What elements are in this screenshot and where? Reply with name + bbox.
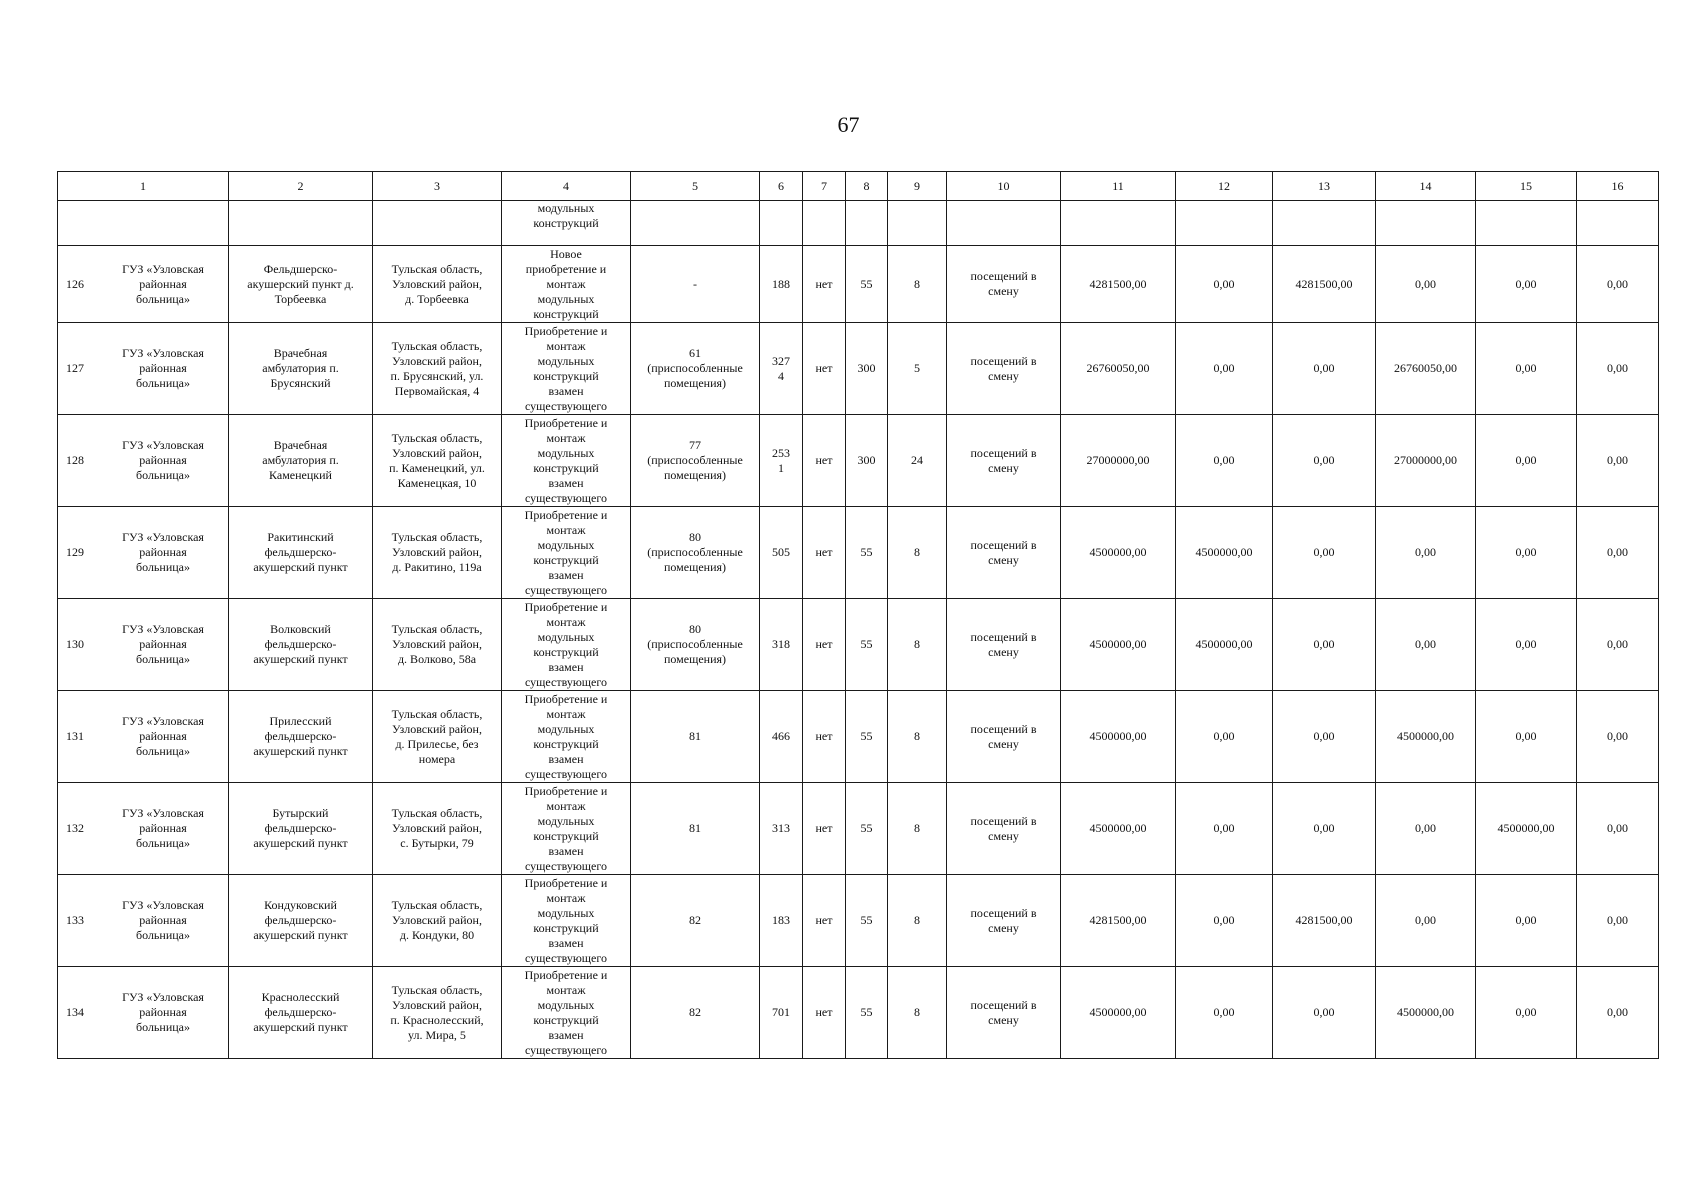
cell-c10: посещений в смену [947,875,1061,967]
cell-c6: 253 1 [760,415,803,507]
cell-c16: 0,00 [1577,599,1659,691]
cell-action: Новое приобретение и монтаж модульных конструкций [502,246,631,323]
organization-name: ГУЗ «Узловская районная больница» [122,346,204,390]
cell-c6: 327 4 [760,323,803,415]
cell-c9: 8 [888,967,947,1059]
cell-c15: 0,00 [1476,967,1577,1059]
cell-c11: 4500000,00 [1061,507,1176,599]
table-row [58,246,1659,323]
continuation-cell [1577,201,1659,246]
row-number-org-cell [58,246,229,323]
cell-c15: 0,00 [1476,246,1577,323]
cell-name: Кондуковский фельдшерско- акушерский пункт [229,875,373,967]
continuation-cell [373,201,502,246]
cell-c5: 77 (приспособленные помещения) [631,415,760,507]
cell-c9: 8 [888,246,947,323]
cell-c10: посещений в смену [947,599,1061,691]
cell-address: Тульская область, Узловский район, д. Прилесье, без номера [373,691,502,783]
cell-c11: 4500000,00 [1061,967,1176,1059]
page-number: 67 [837,112,860,137]
cell-c14: 0,00 [1376,783,1476,875]
organization-name: ГУЗ «Узловская районная больница» [122,990,204,1034]
cell-c12: 4500000,00 [1176,507,1273,599]
cell-c7: нет [803,323,846,415]
organization-name: ГУЗ «Узловская районная больница» [122,261,204,306]
cell-c11: 4281500,00 [1061,246,1176,323]
cell-c13: 4281500,00 [1273,875,1376,967]
column-header-6: 6 [760,172,803,201]
cell-c12: 0,00 [1176,415,1273,507]
cell-c11: 27000000,00 [1061,415,1176,507]
cell-c7: нет [803,783,846,875]
cell-c15: 0,00 [1476,691,1577,783]
row-number-org-cell [58,507,229,599]
cell-c10: посещений в смену [947,507,1061,599]
cell-c12: 0,00 [1176,967,1273,1059]
cell-c6: 505 [760,507,803,599]
cell-c6: 318 [760,599,803,691]
organization-name: ГУЗ «Узловская районная больница» [122,898,204,942]
cell-c14: 0,00 [1376,246,1476,323]
cell-c5: 61 (приспособленные помещения) [631,323,760,415]
column-header-13: 13 [1273,172,1376,201]
column-header-2: 2 [229,172,373,201]
organization-name: ГУЗ «Узловская районная больница» [122,438,204,482]
cell-c11: 26760050,00 [1061,323,1176,415]
column-header-14: 14 [1376,172,1476,201]
continuation-cell [1061,201,1176,246]
cell-c11: 4500000,00 [1061,691,1176,783]
cell-c6: 466 [760,691,803,783]
row-number: 131 [66,729,84,743]
cell-name: Ракитинский фельдшерско- акушерский пункт [229,507,373,599]
cell-action: Приобретение и монтаж модульных конструкций взамен существующего [502,323,631,415]
cell-c14: 4500000,00 [1376,691,1476,783]
continuation-cell [947,201,1061,246]
table-body [58,172,1659,1059]
cell-c12: 0,00 [1176,323,1273,415]
cell-c10: посещений в смену [947,691,1061,783]
cell-c12: 0,00 [1176,783,1273,875]
cell-c11: 4500000,00 [1061,783,1176,875]
column-header-15: 15 [1476,172,1577,201]
cell-c16: 0,00 [1577,875,1659,967]
cell-c5: 82 [631,967,760,1059]
cell-c13: 0,00 [1273,783,1376,875]
cell-address: Тульская область, Узловский район, с. Бутырки, 79 [373,783,502,875]
cell-c6: 313 [760,783,803,875]
row-number: 128 [66,453,84,467]
cell-c7: нет [803,415,846,507]
cell-address: Тульская область, Узловский район, п. Краснолесский, ул. Мира, 5 [373,967,502,1059]
table-row [58,783,1659,875]
continuation-cell [1376,201,1476,246]
cell-name: Фельдшерско- акушерский пункт д. Торбеевка [229,246,373,323]
continuation-cell [1273,201,1376,246]
cell-c5: 80 (приспособленные помещения) [631,599,760,691]
row-number-org-cell [58,323,229,415]
cell-c13: 4281500,00 [1273,246,1376,323]
cell-c15: 0,00 [1476,875,1577,967]
cell-c12: 0,00 [1176,875,1273,967]
cell-action: Приобретение и монтаж модульных конструкций взамен существующего [502,691,631,783]
cell-action: Приобретение и монтаж модульных конструкций взамен существующего [502,599,631,691]
cell-name: Врачебная амбулатория п. Каменецкий [229,415,373,507]
organization-name: ГУЗ «Узловская районная больница» [122,530,204,574]
cell-name: Врачебная амбулатория п. Брусянский [229,323,373,415]
continuation-cell [58,201,229,246]
cell-c8: 55 [846,967,888,1059]
cell-c8: 55 [846,246,888,323]
cell-c14: 27000000,00 [1376,415,1476,507]
cell-action: Приобретение и монтаж модульных конструкций взамен существующего [502,967,631,1059]
cell-c8: 55 [846,507,888,599]
cell-name: Краснолесский фельдшерско- акушерский пункт [229,967,373,1059]
cell-c10: посещений в смену [947,246,1061,323]
cell-c7: нет [803,246,846,323]
cell-c9: 8 [888,875,947,967]
continuation-cell [888,201,947,246]
cell-c8: 300 [846,415,888,507]
cell-c13: 0,00 [1273,507,1376,599]
cell-c13: 0,00 [1273,599,1376,691]
cell-c11: 4281500,00 [1061,875,1176,967]
cell-c5: 81 [631,783,760,875]
cell-c12: 4500000,00 [1176,599,1273,691]
cell-c9: 8 [888,783,947,875]
row-number: 133 [66,913,84,927]
cell-c15: 0,00 [1476,599,1577,691]
cell-c14: 0,00 [1376,507,1476,599]
continuation-cell [631,201,760,246]
continuation-cell [229,201,373,246]
cell-c13: 0,00 [1273,967,1376,1059]
row-number: 126 [66,276,84,291]
cell-c9: 24 [888,415,947,507]
cell-c9: 8 [888,507,947,599]
cell-c13: 0,00 [1273,415,1376,507]
row-number-org-cell [58,967,229,1059]
row-number-org-cell [58,415,229,507]
cell-c16: 0,00 [1577,323,1659,415]
column-header-4: 4 [502,172,631,201]
cell-address: Тульская область, Узловский район, д. Ракитино, 119а [373,507,502,599]
row-number: 129 [66,545,84,559]
table-row [58,967,1659,1059]
cell-c16: 0,00 [1577,507,1659,599]
column-header-7: 7 [803,172,846,201]
cell-c16: 0,00 [1577,691,1659,783]
cell-action: Приобретение и монтаж модульных конструкций взамен существующего [502,507,631,599]
column-header-12: 12 [1176,172,1273,201]
cell-c14: 4500000,00 [1376,967,1476,1059]
cell-c8: 55 [846,875,888,967]
cell-c16: 0,00 [1577,967,1659,1059]
organization-name: ГУЗ «Узловская районная больница» [122,806,204,850]
cell-c14: 0,00 [1376,599,1476,691]
cell-name: Бутырский фельдшерско- акушерский пункт [229,783,373,875]
cell-c5: 82 [631,875,760,967]
cell-c16: 0,00 [1577,246,1659,323]
cell-c12: 0,00 [1176,691,1273,783]
column-header-10: 10 [947,172,1061,201]
column-header-9: 9 [888,172,947,201]
cell-c7: нет [803,599,846,691]
column-header-11: 11 [1061,172,1176,201]
facilities-table [57,171,1659,1059]
cell-action: Приобретение и монтаж модульных конструкций взамен существующего [502,875,631,967]
table-row [58,875,1659,967]
cell-c8: 55 [846,599,888,691]
cell-c13: 0,00 [1273,323,1376,415]
cell-address: Тульская область, Узловский район, п. Брусянский, ул. Первомайская, 4 [373,323,502,415]
column-header-8: 8 [846,172,888,201]
cell-c6: 701 [760,967,803,1059]
continuation-cell: модульных конструкций [502,201,631,246]
cell-c5: - [631,246,760,323]
cell-c15: 0,00 [1476,415,1577,507]
table-row [58,507,1659,599]
cell-c6: 188 [760,246,803,323]
row-number-org-cell [58,599,229,691]
cell-c7: нет [803,507,846,599]
continuation-row [58,201,1659,246]
cell-c8: 300 [846,323,888,415]
cell-c8: 55 [846,691,888,783]
cell-c9: 5 [888,323,947,415]
cell-c10: посещений в смену [947,783,1061,875]
cell-action: Приобретение и монтаж модульных конструкций взамен существующего [502,415,631,507]
cell-c10: посещений в смену [947,967,1061,1059]
cell-c7: нет [803,967,846,1059]
cell-c8: 55 [846,783,888,875]
cell-address: Тульская область, Узловский район, п. Каменецкий, ул. Каменецкая, 10 [373,415,502,507]
cell-address: Тульская область, Узловский район, д. Кондуки, 80 [373,875,502,967]
column-header-1: 1 [58,172,229,201]
cell-address: Тульская область, Узловский район, д. Волково, 58а [373,599,502,691]
cell-c10: посещений в смену [947,323,1061,415]
cell-name: Волковский фельдшерско- акушерский пункт [229,599,373,691]
row-number: 130 [66,637,84,651]
column-header-5: 5 [631,172,760,201]
cell-c14: 0,00 [1376,875,1476,967]
cell-c5: 81 [631,691,760,783]
column-number-row [58,172,1659,201]
row-number-org-cell [58,783,229,875]
cell-c6: 183 [760,875,803,967]
cell-c12: 0,00 [1176,246,1273,323]
column-header-16: 16 [1577,172,1659,201]
continuation-cell [1476,201,1577,246]
cell-name: Прилесский фельдшерско- акушерский пункт [229,691,373,783]
continuation-cell [1176,201,1273,246]
cell-c9: 8 [888,599,947,691]
row-number: 134 [66,1005,84,1019]
cell-action: Приобретение и монтаж модульных конструкций взамен существующего [502,783,631,875]
table-row [58,415,1659,507]
continuation-cell [760,201,803,246]
continuation-cell [846,201,888,246]
cell-c7: нет [803,875,846,967]
row-number-org-cell [58,875,229,967]
cell-c15: 0,00 [1476,507,1577,599]
cell-c15: 4500000,00 [1476,783,1577,875]
cell-c10: посещений в смену [947,415,1061,507]
cell-c7: нет [803,691,846,783]
organization-name: ГУЗ «Узловская районная больница» [122,622,204,666]
cell-c15: 0,00 [1476,323,1577,415]
cell-c14: 26760050,00 [1376,323,1476,415]
table-row [58,599,1659,691]
row-number: 132 [66,821,84,835]
cell-c9: 8 [888,691,947,783]
row-number-org-cell [58,691,229,783]
cell-c5: 80 (приспособленные помещения) [631,507,760,599]
cell-c16: 0,00 [1577,415,1659,507]
table-row [58,323,1659,415]
continuation-cell [803,201,846,246]
row-number: 127 [66,361,84,375]
cell-c16: 0,00 [1577,783,1659,875]
organization-name: ГУЗ «Узловская районная больница» [122,714,204,758]
cell-c11: 4500000,00 [1061,599,1176,691]
cell-address: Тульская область, Узловский район, д. Торбеевка [373,246,502,323]
column-header-3: 3 [373,172,502,201]
table-row [58,691,1659,783]
cell-c13: 0,00 [1273,691,1376,783]
